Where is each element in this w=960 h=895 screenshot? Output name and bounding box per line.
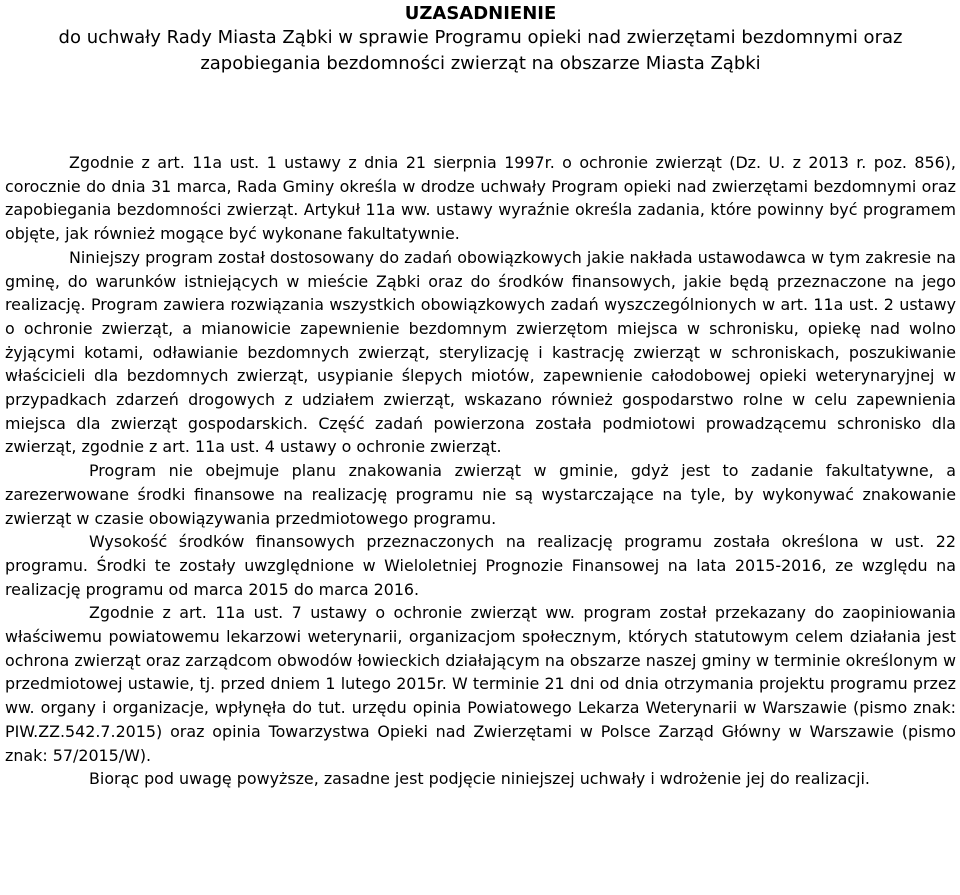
paragraph-program-scope: Niniejszy program został dostosowany do zadań obowiązkowych jakie nakłada ustawodawca w tym zakresie na gminę, do warunków istniejących w mieście Ząbki oraz do środków finansowych, jakie będą przeznaczone na jego realizację. Program zawiera rozwiązania wszystkich obowiązkowych zadań wyszczególnionych w art. 11a ust. 2 ustawy o ochronie zwierząt, a mianowicie zapewnienie bezdomnym zwierzętom miejsca w schronisku, opiekę nad wolno żyjącymi kotami, odławianie bezdomnych zwierząt, sterylizację i kastrację zwierząt w schroniskach, poszukiwanie właścicieli dla bezdomnych zwierząt, usypianie ślepych miotów, zapewnienie całodobowej opieki weterynaryjnej w przypadkach zdarzeń drogowych z udziałem zwierząt, wskazano również gospodarstwo rolne w celu zapewnienia miejsca dla zwierząt gospodarskich. Część zadań powierzona została podmiotowi prowadzącemu schronisko dla zwierząt, zgodnie z art. 11a ust. 4 ustawy o ochronie zwierząt. (5, 247, 956, 457)
paragraph-consultation: Zgodnie z art. 11a ust. 7 ustawy o ochronie zwierząt ww. program został przekazany do zaopiniowania właściwemu powiatowemu lekarzowi weterynarii, organizacjom społecznym, których statutowym celem działania jest ochrona zwierząt oraz zarządcom obwodów łowieckich działającym na obszarze naszej gminy w terminie określonym w przedmiotowej ustawie, tj. przed dniem 1 lutego 2015r. W terminie 21 dni od dnia otrzymania projektu programu przez ww. organy i organizacje, wpłynęła do tut. urzędu opinia Powiatowego Lekarza Weterynarii w Warszawie (pismo znak: PIW.ZZ.542.7.2015) oraz opinia Towarzystwa Opieki nad Zwierzętami w Polsce Zarząd Główny w Warszawie (pismo znak: 57/2015/W). (5, 603, 956, 765)
paragraph-marking-excluded: Program nie obejmuje planu znakowania zwierząt w gminie, gdyż jest to zadanie fakultatywne, a zarezerwowane środki finansowe na realizację programu nie są wystarczające na tyle, by wykonywać znakowanie zwierząt w czasie obowiązywania przedmiotowego programu. (5, 461, 956, 528)
paragraph-funding: Wysokość środków finansowych przeznaczonych na realizację programu została określona w ust. 22 programu. Środki te zostały uwzględnione w Wieloletniej Prognozie Finansowej na lata 2015-2016, ze względu na realizację programu od marca 2015 do marca 2016. (5, 532, 956, 599)
paragraph-legal-basis: Zgodnie z art. 11a ust. 1 ustawy z dnia 21 sierpnia 1997r. o ochronie zwierząt (Dz. U. z 2013 r. poz. 856), corocznie do dnia 31 marca, Rada Gminy określa w drodze uchwały Program opieki nad zwierzętami bezdomnymi oraz zapobiegania bezdomności zwierząt. Artykuł 11a ww. ustawy wyraźnie określa zadania, które powinny być programem objęte, jak również mogące być wykonane fakultatywnie. (5, 153, 956, 244)
paragraph-conclusion: Biorąc pod uwagę powyższe, zasadne jest podjęcie niniejszej uchwały i wdrożenie jej do realizacji. (89, 769, 870, 789)
document-body (5, 151, 956, 791)
document-header (5, 2, 956, 77)
document-subtitle: do uchwały Rady Miasta Ząbki w sprawie Programu opieki nad zwierzętami bezdomnymi oraz zapobiegania bezdomności zwierząt na obszarze Miasta Ząbki (58, 27, 903, 74)
document-title: UZASADNIENIE (404, 3, 557, 24)
